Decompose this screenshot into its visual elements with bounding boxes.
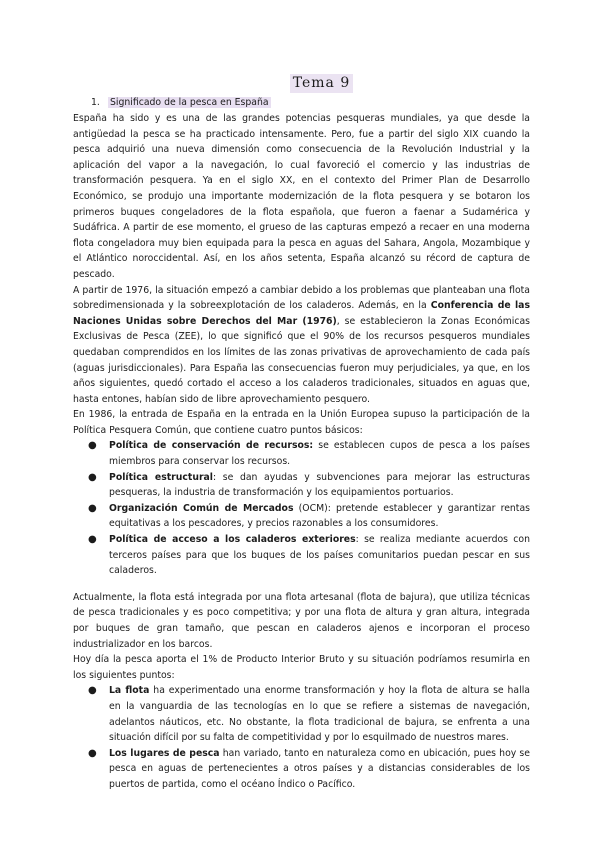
- policy-list: [73, 438, 530, 578]
- bullet-icon: ●: [88, 685, 97, 697]
- list-item: ● Política de acceso a los caladeros exteriores: se realiza mediante acuerdos con terceros países para que los buques de los países comunitarios puedan pescar en sus caladeros.: [88, 534, 530, 577]
- list-item: ● Los lugares de pesca han variado, tanto en naturaleza como en ubicación, pues hoy se pesca en aguas de pertenecientes a otros países y a distancias considerables de los puertos de partida, como el océano Índico o Pacífico.: [88, 747, 530, 790]
- page-title: Tema 9: [113, 74, 530, 94]
- conference-name: Conferencia de las Naciones Unidas sobre Derechos del Mar (1976): [73, 300, 530, 327]
- section-number: 1.: [91, 97, 100, 108]
- bullet-icon: ●: [88, 440, 97, 452]
- list-item: ● Política estructural: se dan ayudas y subvenciones para mejorar las estructuras pesqueras, la industria de transformación y los equipamientos portuarios.: [88, 471, 530, 499]
- list-item: ● Política de conservación de recursos: se establecen cupos de pesca a los países miembros para conservar los recursos.: [88, 440, 530, 468]
- list-item: ● La flota ha experimentado una enorme transformación y hoy la flota de altura se halla en la vanguardia de las tecnologías en lo que se refiere a sistemas de navegación, adelantos náuticos, etc. No obstante, la flota tradicional de bajura, se enfrenta a una situación difícil por su falta de competitividad y por lo esquilmado de nuestros mares.: [88, 685, 530, 744]
- bullet-icon: ●: [88, 502, 97, 514]
- blank-line: [73, 579, 530, 590]
- bullet-icon: ●: [88, 471, 97, 483]
- paragraph-1986: En 1986, la entrada de España en la entrada en la Unión Europea supuso la participación de la Política Pesquera Común, que contiene cuatro puntos básicos:: [73, 409, 530, 436]
- situation-list: [73, 683, 530, 792]
- paragraph-1976: A partir de 1976, la situación empezó a cambiar debido a los problemas que planteaban una flota sobredimensionada y la sobreexplotación de los caladeros. Además, en la Conferencia de las Naciones Unidas sobre Derechos del Mar (1976), se establecieron la Zonas Económicas Exclusivas de Pesca (ZEE), lo que significó que el 90% de los recursos pesqueros mundiales quedaban comprendidos en los límites de las zonas privativas de aprovechamiento de cada país (aguas jurisdiccionales). Para España las consecuencias fueron muy perjudiciales, ya que, en los años siguientes, quedó cortado el acceso a los caladeros tradicionales, situados en aguas que, hasta entones, habían sido de libre aprovechamiento pesquero.: [73, 284, 530, 405]
- list-item: ● Organización Común de Mercados (OCM): pretende establecer y garantizar rentas equitativas a los pescadores, y precios razonables a los consumidores.: [88, 502, 530, 530]
- section-title: Significado de la pesca en España: [110, 97, 269, 108]
- paragraph-fleet: Actualmente, la flota está integrada por una flota artesanal (flota de bajura), que utiliza técnicas de pesca tradicionales y es poco competitiva; y por una flota de altura y gran altura, integrada por buques de gran tamaño, que pescan en caladeros ajenos e incorporan el proceso industrializador en los barcos.: [73, 591, 530, 650]
- bullet-icon: ●: [88, 534, 97, 546]
- bullet-icon: ●: [88, 747, 97, 759]
- paragraph-history: España ha sido y es una de las grandes potencias pesqueras mundiales, ya que desde la antigüedad la pesca se ha practicado intensamente. Pero, fue a partir del siglo XIX cuando la pesca adquirió una nueva dimensión como consecuencia de la Revolución Industrial y la aplicación del vapor a la navegación, lo cual favoreció el comercio y las industrias de transformación pesquera. Ya en el siglo XX, en el contexto del Primer Plan de Desarrollo Económico, se produjo una importante modernización de la flota pesquera y se botaron los primeros buques congeladores de la flota española, que fueron a faenar a Sudamérica y Sudáfrica. A partir de ese momento, el grueso de las capturas empezó a recaer en una moderna flota congeladora muy bien equipada para la pesca en aguas del Sahara, Angola, Mozambique y el Atlántico noroccidental. Así, en los años setenta, España alcanzó su récord de captura de pescado.: [73, 113, 530, 280]
- paragraph-gdp: Hoy día la pesca aporta el 1% de Producto Interior Bruto y su situación podríamos resumirla en los siguientes puntos:: [73, 654, 530, 681]
- section-heading: [91, 95, 530, 111]
